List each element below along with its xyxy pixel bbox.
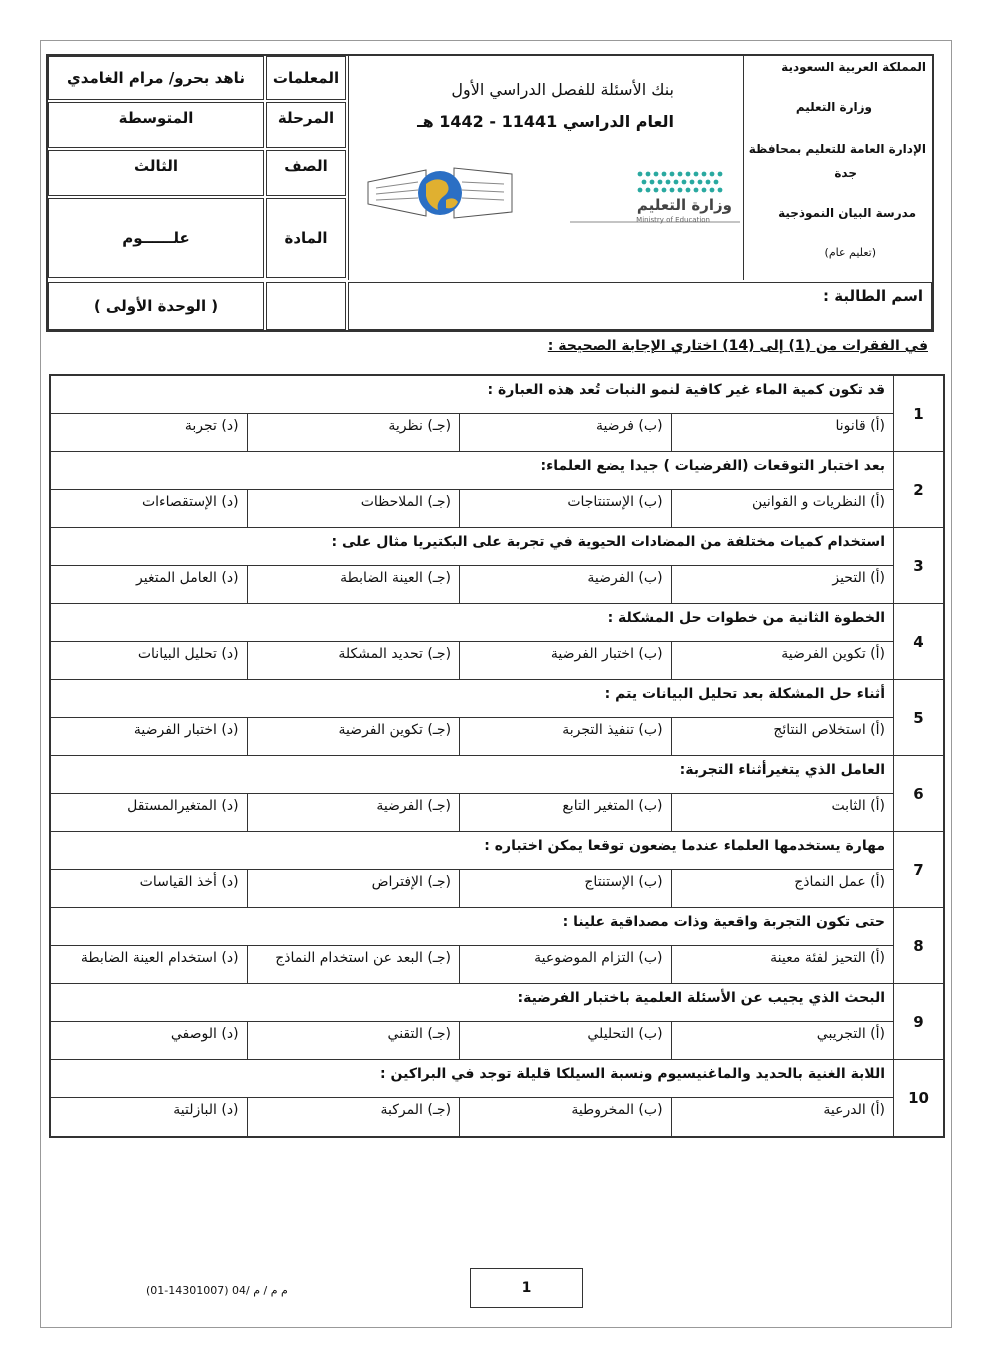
answer-option[interactable]: (أ) استخلاص النتائج	[671, 718, 893, 756]
answer-option[interactable]: (أ) التحيز لفئة معينة	[671, 946, 893, 984]
title-line1: بنك الأسئلة للفصل الدراسي الأول	[451, 80, 674, 99]
question-row	[51, 528, 943, 604]
question-number: 8	[893, 908, 943, 983]
answer-option[interactable]: (جـ) البعد عن استخدام النماذج	[247, 946, 460, 984]
answer-option[interactable]: (ب) المتغير التابع	[459, 794, 671, 832]
moe-logo	[570, 164, 740, 236]
question-number: 2	[893, 452, 943, 527]
questions-table	[49, 374, 945, 1138]
answer-option[interactable]: (ب) اختبار الفرضية	[459, 642, 671, 680]
question-options	[51, 870, 893, 908]
answer-option[interactable]: (ب) الإستنتاج	[459, 870, 671, 908]
question-options	[51, 642, 893, 680]
answer-option[interactable]: (جـ) تكوين الفرضية	[247, 718, 460, 756]
answer-option[interactable]: (جـ) الإفتراض	[247, 870, 460, 908]
ministry-line-school: مدرسة البيان النموذجية	[778, 206, 916, 220]
ministry-line-type: (تعليم عام)	[824, 246, 876, 259]
question-text: اللابة الغنية بالحديد والماغنيسيوم ونسبة السيلكا قليلة توجد في البراكين :	[51, 1060, 893, 1098]
divider	[743, 56, 744, 280]
answer-option[interactable]: (جـ) المركبة	[247, 1098, 460, 1136]
answer-option[interactable]: (أ) النظريات و القوانين	[671, 490, 893, 528]
answer-option[interactable]: (جـ) نظرية	[247, 414, 460, 452]
answer-option[interactable]: (أ) التجريبي	[671, 1022, 893, 1060]
subject-label: المادة	[266, 198, 346, 278]
question-number: 10	[893, 1060, 943, 1136]
answer-option[interactable]: (ب) تنفيذ التجربة	[459, 718, 671, 756]
ministry-line-country: المملكة العربية السعودية	[781, 60, 926, 74]
answer-option[interactable]: (أ) عمل النماذج	[671, 870, 893, 908]
subject-value: علــــــوم	[48, 198, 264, 278]
question-options	[51, 1098, 893, 1136]
answer-option[interactable]: (د) الوصفي	[170, 1026, 239, 1042]
question-options	[51, 490, 893, 528]
question-row	[51, 376, 943, 452]
question-number: 4	[893, 604, 943, 679]
instructions: في الفقرات من (1) إلى (14) اختاري الإجابة الصحيحة :	[547, 338, 928, 354]
question-text: الخطوة الثانية من خطوات حل المشكلة :	[51, 604, 893, 642]
stage-label: المرحلة	[266, 102, 346, 148]
title-line2: العام الدراسي 11441 - 1442 هـ	[417, 112, 674, 131]
student-name-field[interactable]	[348, 282, 932, 330]
question-options	[51, 414, 893, 452]
answer-option[interactable]: (أ) الثابت	[671, 794, 893, 832]
question-row	[51, 908, 943, 984]
answer-option[interactable]: (د) المتغيرالمستقل	[127, 798, 239, 814]
answer-option[interactable]: (ب) الفرضية	[459, 566, 671, 604]
school-logo	[366, 162, 514, 224]
question-text: قد تكون كمية الماء غير كافية لنمو النبات تُعد هذه العبارة :	[51, 376, 893, 414]
teachers-label: المعلمات	[266, 56, 346, 100]
answer-option[interactable]: (جـ) العينة الضابطة	[247, 566, 460, 604]
question-row	[51, 1060, 943, 1136]
divider	[348, 56, 349, 280]
question-row	[51, 832, 943, 908]
question-row	[51, 680, 943, 756]
answer-option[interactable]: (جـ) تحديد المشكلة	[247, 642, 460, 680]
question-text: أثناء حل المشكلة بعد تحليل البيانات يتم :	[51, 680, 893, 718]
question-options	[51, 946, 893, 984]
stage-value: المتوسطة	[48, 102, 264, 148]
question-options	[51, 718, 893, 756]
question-number: 1	[893, 376, 943, 451]
answer-option[interactable]: (أ) الدرعية	[671, 1098, 893, 1136]
ministry-line-administration: الإدارة العامة للتعليم بمحافظة	[748, 142, 926, 156]
question-number: 5	[893, 680, 943, 755]
student-name-label: اسم الطالبة :	[823, 287, 923, 305]
question-number: 9	[893, 984, 943, 1059]
question-number: 6	[893, 756, 943, 831]
answer-option[interactable]: (د) تحليل البيانات	[137, 646, 239, 662]
answer-option[interactable]: (ب) التحليلي	[459, 1022, 671, 1060]
moe-logo-text: وزارة التعليم	[636, 196, 732, 214]
answer-option[interactable]: (د) اختبار الفرضية	[133, 722, 239, 738]
question-options	[51, 794, 893, 832]
answer-option[interactable]: (أ) قانونا	[671, 414, 893, 452]
answer-option[interactable]: (د) البازلتية	[173, 1102, 239, 1118]
answer-option[interactable]: (ب) المخروطية	[459, 1098, 671, 1136]
ministry-block	[746, 56, 932, 278]
answer-option[interactable]: (جـ) التقني	[247, 1022, 460, 1060]
answer-option[interactable]: (جـ) الفرضية	[247, 794, 460, 832]
question-row	[51, 604, 943, 680]
answer-option[interactable]: (د) العامل المتغير	[136, 570, 239, 586]
unit-value: ( الوحدة الأولى )	[48, 282, 264, 330]
question-text: حتى تكون التجربة واقعية وذات مصداقية علينا :	[51, 908, 893, 946]
answer-option[interactable]: (أ) التحيز	[671, 566, 893, 604]
answer-option[interactable]: (جـ) الملاحظات	[247, 490, 460, 528]
question-options	[51, 566, 893, 604]
question-row	[51, 756, 943, 832]
answer-option[interactable]: (د) تجربة	[184, 418, 239, 434]
question-row	[51, 984, 943, 1060]
question-number: 7	[893, 832, 943, 907]
answer-option[interactable]: (أ) تكوين الفرضية	[671, 642, 893, 680]
question-number: 3	[893, 528, 943, 603]
grade-label: الصف	[266, 150, 346, 196]
answer-option[interactable]: (د) استخدام العينة الضابطة	[80, 950, 239, 966]
answer-option[interactable]: (ب) فرضية	[459, 414, 671, 452]
question-text: مهارة يستخدمها العلماء عندما يضعون توقعا يمكن اختباره :	[51, 832, 893, 870]
answer-option[interactable]: (ب) الإستنتاجات	[459, 490, 671, 528]
question-text: استخدام كميات مختلفة من المضادات الحيوية في تجربة على البكتيريا مثال على :	[51, 528, 893, 566]
question-options	[51, 1022, 893, 1060]
question-text: بعد اختبار التوقعات (الفرضيات ) جيدا يضع العلماء:	[51, 452, 893, 490]
question-row	[51, 452, 943, 528]
page-number: 1	[470, 1268, 583, 1308]
title-block	[350, 56, 742, 278]
ministry-line-ministry: وزارة التعليم	[795, 100, 872, 114]
answer-option[interactable]: (د) الإستقصاءات	[141, 494, 239, 510]
moe-logo-subtext: Ministry of Education	[636, 216, 710, 224]
unit-empty-cell	[266, 282, 346, 330]
ministry-line-city: جدة	[834, 166, 857, 180]
question-text: العامل الذي يتغيرأثناء التجربة:	[51, 756, 893, 794]
form-code: (01-14301007) 04/ م م / م	[146, 1284, 288, 1297]
answer-option[interactable]: (د) أخذ القياسات	[139, 874, 239, 890]
answer-option[interactable]: (ب) التزام الموضوعية	[459, 946, 671, 984]
question-text: البحث الذي يجيب عن الأسئلة العلمية باختبار الفرضية:	[51, 984, 893, 1022]
teachers-value: ناهد بحرو/ مرام الغامدي	[48, 56, 264, 100]
grade-value: الثالث	[48, 150, 264, 196]
